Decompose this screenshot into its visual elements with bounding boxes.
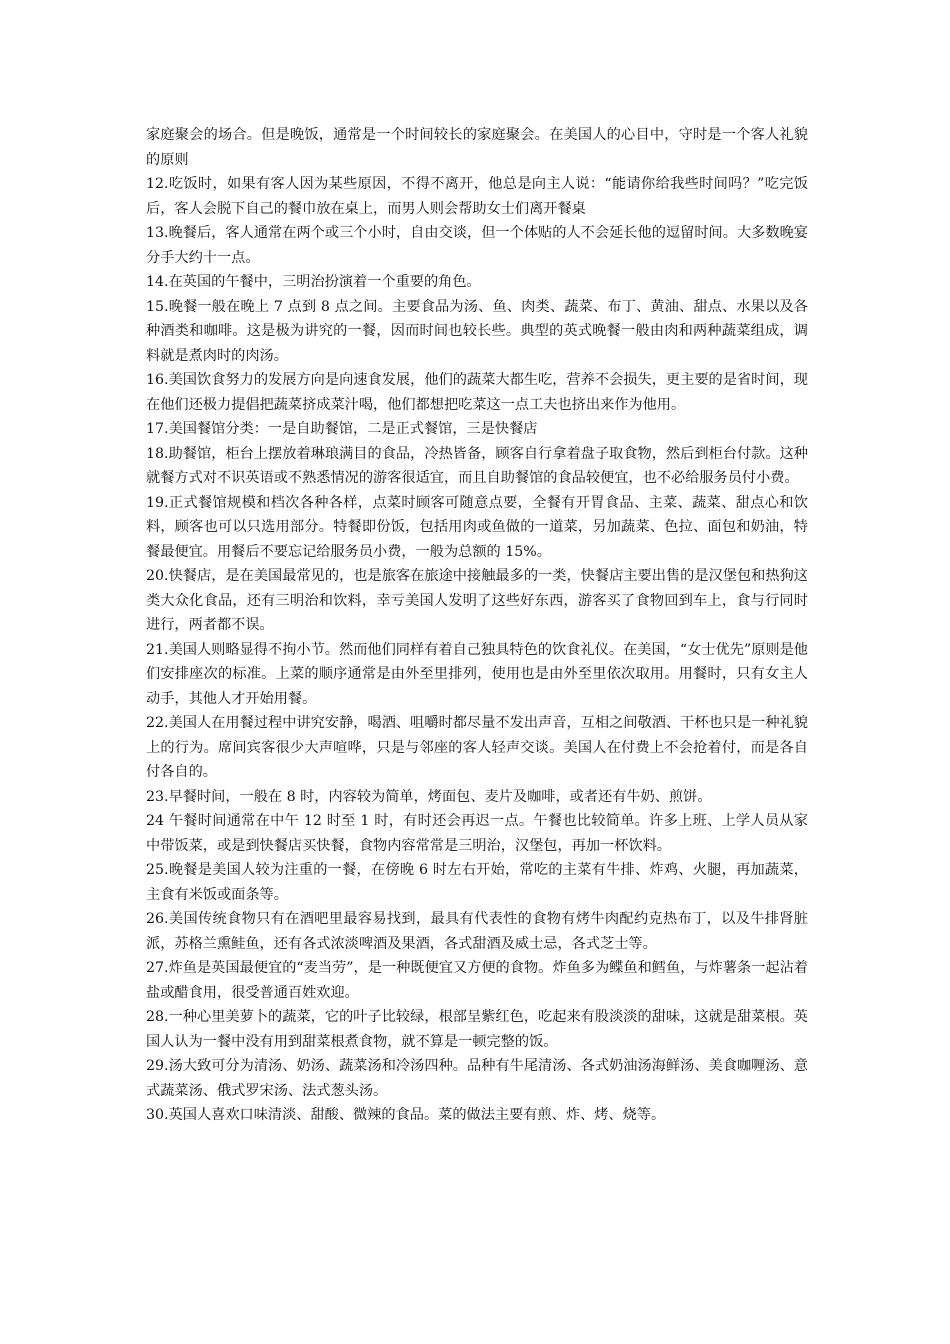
paragraph-25: 25.晚餐是美国人较为注重的一餐，在傍晚 6 时左右开始，常吃的主菜有牛排、炸鸡、火腿，再加蔬菜，主食有米饭或面条等。 [146,862,808,903]
paragraph-23: 23.早餐时间，一般在 8 时，内容较为简单，烤面包、麦片及咖啡，或者还有牛奶、煎饼。 [146,788,712,805]
paragraph-12: 12.吃饭时，如果有客人因为某些原因，不得不离开，他总是向主人说：“能请你给我些时间吗？”吃完饭后，客人会脱下自己的餐巾放在桌上，而男人则会帮助女士们离开餐桌 [146,176,808,217]
paragraph-30: 30.英国人喜欢口味清淡、甜酸、微辣的食品。菜的做法主要有煎、炸、烤、烧等。 [146,1107,666,1123]
paragraph-16: 16.美国饮食努力的发展方向是向速食发展，他们的蔬菜大都生吃，营养不会损失，更主要的是省时间，现在他们还极力提倡把蔬菜挤成菜汁喝，他们都想把吃菜这一点工夫也挤出来作为他用。 [146,372,808,413]
document-body [146,123,808,1128]
paragraph-29: 29.汤大致可分为清汤、奶汤、蔬菜汤和冷汤四种。品种有牛尾清汤、各式奶油汤海鲜汤、美食咖喱汤、意式蔬菜汤、俄式罗宋汤、法式葱头汤。 [146,1058,808,1099]
paragraph-26: 26.美国传统食物只有在酒吧里最容易找到，最具有代表性的食物有烤牛肉配约克热布丁，以及牛排肾脏派，苏格兰熏鲑鱼，还有各式浓淡啤酒及果酒，各式甜酒及威士忌，各式芝士等。 [146,911,808,952]
paragraph-27: 27.炸鱼是英国最便宜的“麦当劳”，是一种既便宜又方便的食物。炸鱼多为鲽鱼和鳕鱼，与炸薯条一起沾着盐或醋食用，很受普通百姓欢迎。 [146,960,808,1001]
paragraph-21: 21.美国人则略显得不拘小节。然而他们同样有着自己独具特色的饮食礼仪。在美国，“女士优先”原则是他们安排座次的标准。上菜的顺序通常是由外至里排列，使用也是由外至里依次取用。用餐时，只有女主人动手，其他人才开始用餐。 [146,641,808,707]
paragraph-24: 24 午餐时间通常在中午 12 时至 1 时，有时还会再迟一点。午餐也比较简单。许多上班、上学人员从家中带饭菜，或是到快餐店买快餐，食物内容常常是三明治，汉堡包，再加一杯饮料。 [146,813,808,854]
paragraph-15: 15.晚餐一般在晚上 7 点到 8 点之间。主要食品为汤、鱼、肉类、蔬菜、布丁、黄油、甜点、水果以及各种酒类和咖啡。这是极为讲究的一餐，因而时间也较长些。典型的英式晚餐一般由肉和两种蔬菜组成，调料就是煮肉时的肉汤。 [146,298,808,364]
paragraph-14: 14.在英国的午餐中，三明治扮演着一个重要的角色。 [146,274,481,290]
paragraph-22: 22.美国人在用餐过程中讲究安静，喝酒、咀嚼时都尽量不发出声音，互相之间敬酒、干杯也只是一种礼貌上的行为。席间宾客很少大声喧哗，只是与邻座的客人轻声交谈。美国人在付费上不会抢着付，而是各自付各自的。 [146,715,808,780]
paragraph-19: 19.正式餐馆规模和档次各种各样，点菜时顾客可随意点要，全餐有开胃食品、主菜、蔬菜、甜点心和饮料，顾客也可以只选用部分。特餐即份饭，包括用肉或鱼做的一道菜，另加蔬菜、色拉、面包和奶油，特餐最便宜。用餐后不要忘记给服务员小费，一般为总额的 15%。 [146,494,808,560]
paragraph-17: 17.美国餐馆分类：一是自助餐馆，二是正式餐馆，三是快餐店 [146,421,538,437]
paragraph-intro: 家庭聚会的场合。但是晚饭，通常是一个时间较长的家庭聚会。在美国人的心目中，守时是一个客人礼貌的原则 [146,127,808,168]
paragraph-28: 28.一种心里美萝卜的蔬菜，它的叶子比较绿，根部呈紫红色，吃起来有股淡淡的甜味，这就是甜菜根。英国人认为一餐中没有用到甜菜根煮食物，就不算是一顿完整的饭。 [146,1009,808,1050]
paragraph-20: 20.快餐店，是在美国最常见的，也是旅客在旅途中接触最多的一类，快餐店主要出售的是汉堡包和热狗这类大众化食品，还有三明治和饮料，幸亏美国人发明了这些好东西，游客买了食物回到车上，食与行同时进行，两者都不误。 [146,568,808,633]
paragraph-18: 18.助餐馆，柜台上摆放着琳琅满目的食品，冷热皆备，顾客自行拿着盘子取食物，然后到柜台付款。这种就餐方式对不识英语或不熟悉情况的游客很适宜，而且自助餐馆的食品较便宜，也不必给服务员付小费。 [146,445,808,486]
paragraph-13: 13.晚餐后，客人通常在两个或三个小时，自由交谈，但一个体贴的人不会延长他的逗留时间。大多数晚宴分手大约十一点。 [146,225,808,266]
